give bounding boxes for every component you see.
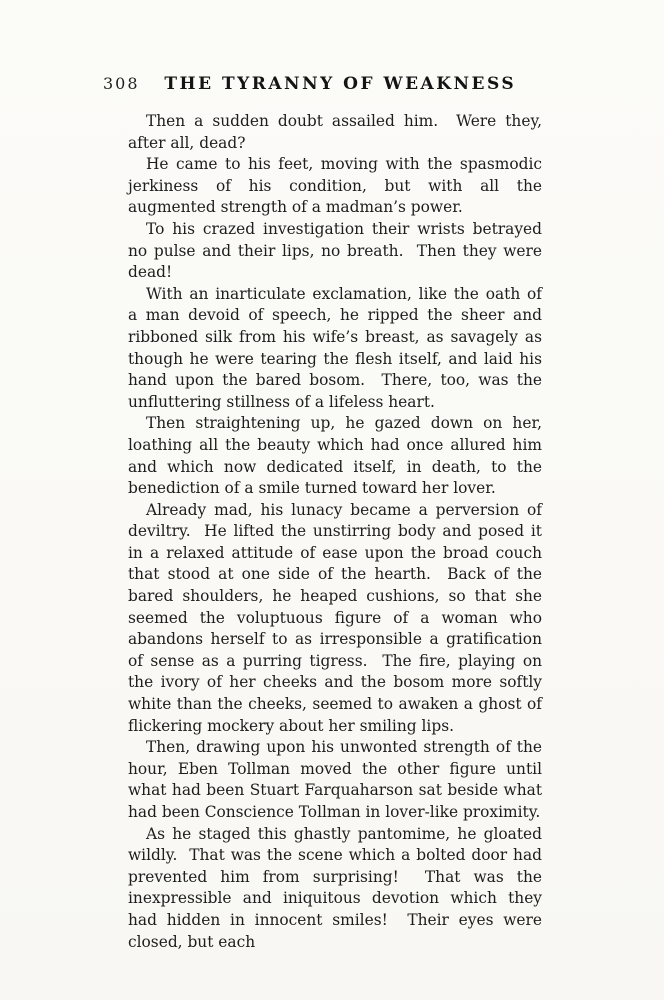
- page-header: [103, 74, 541, 94]
- paragraph: With an inarticulate exclamation, like the oath of a man devoid of speech, he ripped the sheer and ribboned silk from his wife’s breast, as savagely as though he were tearing the flesh itself, and laid his hand upon the bared bosom. There, too, was the unfluttering stillness of a lifeless heart.: [128, 284, 547, 411]
- paragraph: Then straightening up, he gazed down on her, loathing all the beauty which had once allured him and which now dedicated itself, in death, to the benediction of a smile turned toward her lover.: [128, 414, 547, 498]
- paragraph: He came to his feet, moving with the spasmodic jerkiness of his condition, but with all the augmented strength of a madman’s power.: [128, 155, 547, 217]
- paragraph: To his crazed investigation their wrists betrayed no pulse and their lips, no breath. Then they were dead!: [128, 219, 547, 282]
- paragraph: As he staged this ghastly pantomime, he gloated wildly. That was the scene which a bolted door had prevented him from surprising! That was the inexpressible and iniquitous devotion which they had hidden in innocent smiles! Their eyes were closed, but each: [128, 824, 547, 951]
- paragraph: Already mad, his lunacy became a perversion of deviltry. He lifted the unstirring body and posed it in a relaxed attitude of ease upon the broad couch that stood at one side of the hearth. Back of the bared shoulders, he heaped cushions, so that she seemed the voluptuous figure of a woman who abandons herself to as irresponsible a gratification of sense as a purring tigress. The fire, playing on the ivory of her cheeks and the bosom more softly white than the cheeks, seemed to awaken a ghost of flickering mockery about her smiling lips.: [128, 500, 547, 735]
- paragraph: Then a sudden doubt assailed him. Were they, after all, dead?: [128, 112, 547, 152]
- text-block: [128, 111, 547, 953]
- page-number: 308: [103, 74, 140, 93]
- paragraph: Then, drawing upon his unwonted strength of the hour, Eben Tollman moved the other figure until what had been Stuart Farquaharson sat beside what had been Conscience Tollman in lover-like proximity.: [128, 738, 547, 821]
- running-title: THE TYRANNY OF WEAKNESS: [164, 74, 517, 94]
